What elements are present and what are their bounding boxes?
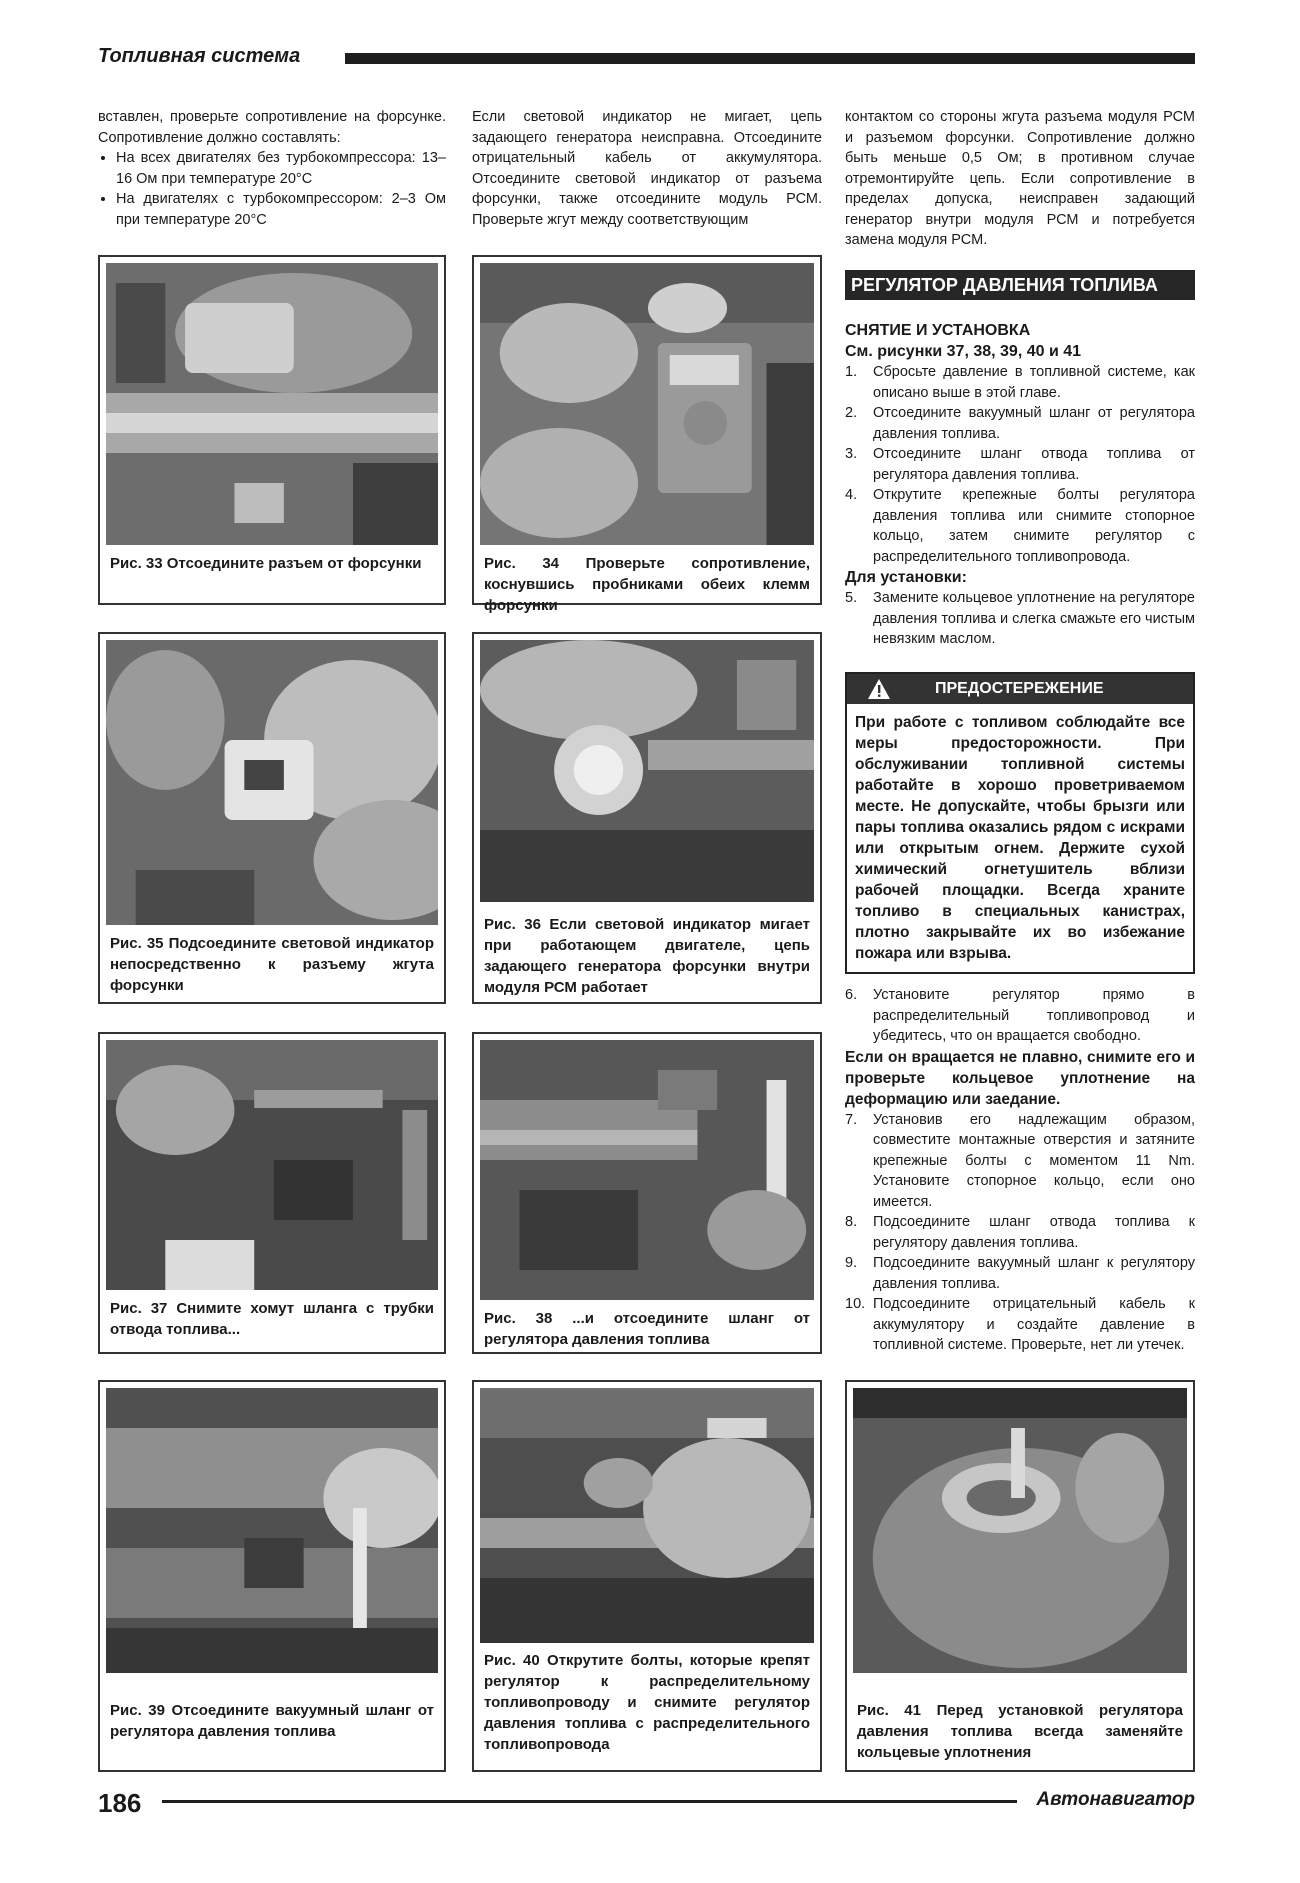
col2-intro-text: Если световой индикатор не мигает, цепь задающего генератора неисправна. Отсоедините отрицательный кабель от аккумулятора. Отсоедините световой индикатор от разъема форсунки, также отсоедините модуль РСМ. Проверьте жгут между соответствующим bbox=[472, 109, 822, 228]
step-number: 6. bbox=[845, 987, 858, 1003]
figure-39 bbox=[98, 1380, 446, 1772]
step-number: 3. bbox=[845, 446, 858, 462]
steps-install-c bbox=[845, 985, 1195, 1047]
col1-intro bbox=[98, 107, 446, 230]
warning-box bbox=[845, 672, 1195, 974]
publisher-brand: Автонавигатор bbox=[1036, 1789, 1195, 1810]
step-item bbox=[845, 485, 1195, 567]
step-item bbox=[845, 1110, 1195, 1213]
photo-39 bbox=[106, 1388, 438, 1673]
col3-intro bbox=[845, 107, 1195, 251]
step-text: Открутите крепежные болты регулятора давления топлива или снимите стопорное кольцо, затем снимите регулятор с распределительного топливопровода. bbox=[873, 487, 1195, 565]
step-item bbox=[845, 1294, 1195, 1356]
step-text: Отсоедините шланг отвода топлива от регулятора давления топлива. bbox=[873, 446, 1195, 483]
step-item bbox=[845, 588, 1195, 650]
bullet-item: • На двигателях с турбокомпрессором: 2–3 Ом при температуре 20°С bbox=[116, 189, 446, 230]
warning-text: При работе с топливом соблюдайте все меры предосторожности. При обслуживании топливной системы работайте в хорошо проветриваемом месте. Не допускайте, чтобы брызги или пары топлива оказались рядом с искрами или открытым огнем. Держите сухой химический огнетушитель вблизи рабочей площадки. Всегда храните топливо в специальных канистрах, плотно закрывайте их во избежание пожара или взрыва. bbox=[855, 714, 1185, 962]
steps-install bbox=[845, 588, 1195, 650]
step-text: Отсоедините вакуумный шланг от регулятора давления топлива. bbox=[873, 405, 1195, 442]
col2-intro bbox=[472, 107, 822, 230]
step-text: Установив его надлежащим образом, совместите монтажные отверстия и затяните крепежные болты с моментом 11 Nm. Установите стопорное кольцо, если оно имеется. bbox=[873, 1111, 1195, 1210]
step-number: 10. bbox=[845, 1296, 866, 1312]
photo-36 bbox=[480, 640, 814, 902]
step-number: 1. bbox=[845, 364, 858, 380]
caption-33: Рис. 33 Отсоедините разъем от форсунки bbox=[110, 555, 422, 572]
figure-33 bbox=[98, 255, 446, 605]
caption-41: Рис. 41 Перед установкой регулятора давления топлива всегда заменяйте кольцевые уплотнения bbox=[857, 1702, 1183, 1761]
step-text: Подсоедините шланг отвода топлива к регулятору давления топлива. bbox=[873, 1214, 1195, 1251]
step-item bbox=[845, 1253, 1195, 1294]
install-label: Для установки: bbox=[845, 569, 967, 586]
photo-33 bbox=[106, 263, 438, 545]
photo-41 bbox=[853, 1388, 1187, 1673]
col3-intro-text: контактом со стороны жгута разъема модуля РСМ и разъемом форсунки. Сопротивление должно быть меньше 0,5 Ом; в противном случае отремонтируйте цепь. Если сопротивление в пределах допуска, неисправен задающий генератор внутри модуля РСМ и потребуется замена модуля РСМ. bbox=[845, 109, 1195, 248]
caption-34: Рис. 34 Проверьте сопротивление, коснувшись пробниками обеих клемм форсунки bbox=[484, 555, 810, 614]
figure-34 bbox=[472, 255, 822, 614]
step-text: Подсоедините отрицательный кабель к аккумулятору и создайте давление в топливной системе. Проверьте, нет ли утечек. bbox=[873, 1296, 1195, 1353]
figure-41 bbox=[845, 1380, 1195, 1772]
caption-39: Рис. 39 Отсоедините вакуумный шланг от регулятора давления топлива bbox=[110, 1702, 434, 1740]
caption-36: Рис. 36 Если световой индикатор мигает при работающем двигателе, цепь задающего генератора форсунки внутри модуля РСМ работает bbox=[484, 916, 810, 996]
figure-40 bbox=[472, 1380, 822, 1772]
photo-40 bbox=[480, 1388, 814, 1643]
step-text: Установите регулятор прямо в распределительный топливопровод и убедитесь, что он вращается свободно. bbox=[873, 987, 1195, 1044]
subsection-title: СНЯТИЕ И УСТАНОВКА bbox=[845, 322, 1031, 339]
page-number: 186 bbox=[98, 1788, 142, 1818]
bold-note: Если он вращается не плавно, снимите его и проверьте кольцевое уплотнение на деформацию или заедание. bbox=[845, 1048, 1195, 1108]
warning-header bbox=[847, 674, 1193, 704]
caption-35: Рис. 35 Подсоедините световой индикатор непосредственно к разъему жгута форсунки bbox=[110, 935, 434, 994]
photo-34 bbox=[480, 263, 814, 545]
header-rule bbox=[345, 53, 1195, 64]
step-item bbox=[845, 1212, 1195, 1253]
step-text: Сбросьте давление в топливной системе, как описано выше в этой главе. bbox=[873, 364, 1195, 401]
photo-35 bbox=[106, 640, 438, 925]
see-figures: См. рисунки 37, 38, 39, 40 и 41 bbox=[845, 343, 1082, 360]
step-number: 8. bbox=[845, 1214, 858, 1230]
step-number: 4. bbox=[845, 487, 858, 503]
figure-38 bbox=[472, 1032, 822, 1354]
step-item bbox=[845, 403, 1195, 444]
step-number: 9. bbox=[845, 1255, 858, 1271]
section-title: РЕГУЛЯТОР ДАВЛЕНИЯ ТОПЛИВА bbox=[845, 270, 1195, 300]
col1-intro-text: вставлен, проверьте сопротивление на форсунке. Сопротивление должно составлять: bbox=[98, 109, 446, 146]
resistance-list bbox=[98, 148, 446, 230]
bullet-item: • На всех двигателях без турбокомпрессора: 13–16 Ом при температуре 20°С bbox=[116, 148, 446, 189]
photo-38 bbox=[480, 1040, 814, 1300]
steps-install-d bbox=[845, 1110, 1195, 1356]
step-number: 2. bbox=[845, 405, 858, 421]
step-number: 7. bbox=[845, 1111, 858, 1128]
warning-icon bbox=[867, 678, 891, 700]
step-text: Подсоедините вакуумный шланг к регулятору давления топлива. bbox=[873, 1255, 1195, 1292]
step-item bbox=[845, 362, 1195, 403]
steps-removal bbox=[845, 362, 1195, 567]
step-item bbox=[845, 444, 1195, 485]
section-body-b bbox=[845, 985, 1195, 1356]
photo-37 bbox=[106, 1040, 438, 1290]
step-text: Замените кольцевое уплотнение на регуляторе давления топлива и слегка смажьте его чистым невязким маслом. bbox=[873, 590, 1195, 647]
caption-40: Рис. 40 Открутите болты, которые крепят регулятор к распределительному топливопроводу и снимите регулятор давления топлива с распределительного топливопровода bbox=[484, 1652, 810, 1753]
step-item bbox=[845, 985, 1195, 1047]
section-body-a bbox=[845, 320, 1195, 650]
step-number: 5. bbox=[845, 590, 858, 606]
figure-35 bbox=[98, 632, 446, 1004]
figure-37 bbox=[98, 1032, 446, 1354]
figure-36 bbox=[472, 632, 822, 1004]
warning-title: ПРЕДОСТЕРЕЖЕНИЕ bbox=[935, 680, 1104, 697]
caption-37: Рис. 37 Снимите хомут шланга с трубки отвода топлива... bbox=[110, 1300, 434, 1338]
caption-38: Рис. 38 ...и отсоедините шланг от регулятора давления топлива bbox=[484, 1310, 810, 1348]
section-header-title: Топливная система bbox=[98, 45, 301, 67]
footer-rule bbox=[162, 1800, 1017, 1803]
